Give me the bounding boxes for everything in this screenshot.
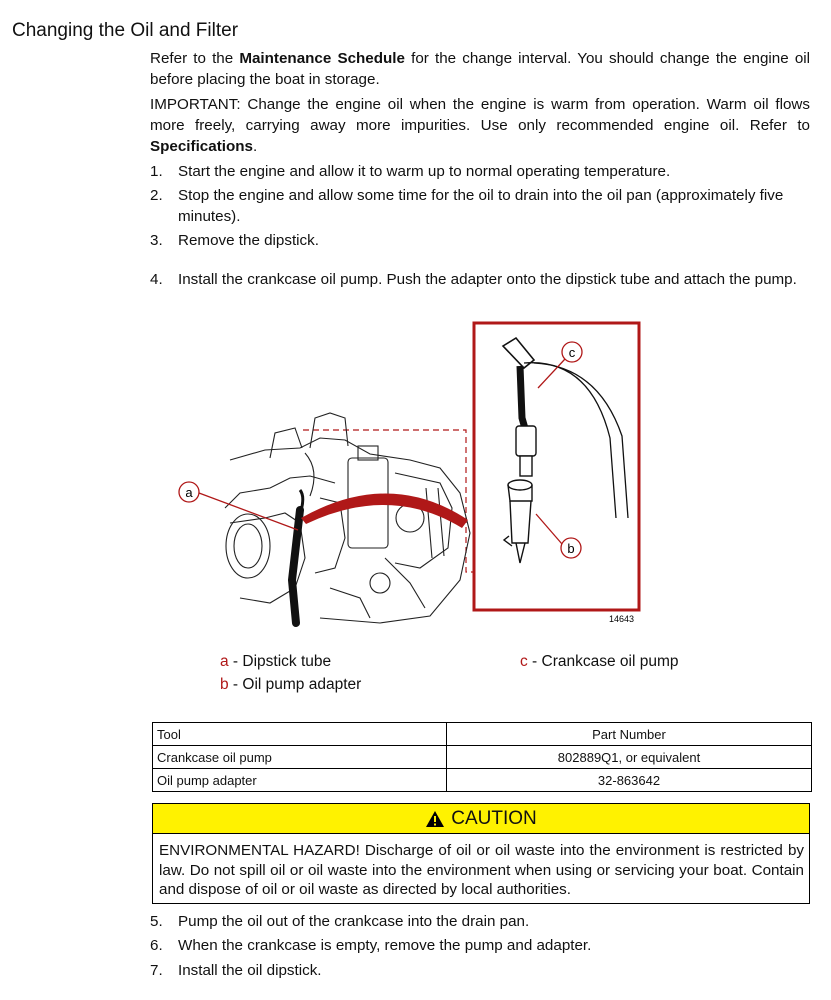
legend-item-b: b - Oil pump adapter bbox=[220, 676, 362, 693]
dipstick-tube bbox=[292, 510, 300, 623]
callout-a-label: a bbox=[185, 485, 193, 500]
caution-banner bbox=[153, 804, 809, 834]
table-cell: Oil pump adapter bbox=[153, 769, 447, 792]
callout-b-label: b bbox=[567, 541, 575, 556]
table-row bbox=[153, 746, 812, 769]
important-paragraph: IMPORTANT: Change the engine oil when the engine is warm from operation. Warm oil flows more freely, carrying away more impurities. Use only recommended engine oil. Refer to Specifications. bbox=[150, 96, 810, 155]
specifications-ref: Specifications bbox=[150, 138, 253, 155]
table-header: Part Number bbox=[447, 723, 812, 746]
caution-heading: CAUTION bbox=[451, 807, 537, 829]
caution-text: ENVIRONMENTAL HAZARD! Discharge of oil or oil waste into the environment is restricted by law. Do not spill oil or oil waste into the environment when using or servicing your boat. Contain and dispose of oil or oil waste as directed by local authorities. bbox=[159, 842, 804, 898]
engine-drawing bbox=[225, 413, 470, 623]
caution-box bbox=[152, 803, 810, 904]
legend-item-a: a - Dipstick tube bbox=[220, 653, 332, 670]
detail-arrow bbox=[301, 493, 468, 528]
table-header: Tool bbox=[153, 723, 447, 746]
table-cell: Crankcase oil pump bbox=[153, 746, 447, 769]
oil-pump-diagram bbox=[170, 318, 650, 630]
legend-item-c: c - Crankcase oil pump bbox=[520, 653, 679, 670]
tools-table bbox=[152, 722, 812, 792]
callout-c-label: c bbox=[568, 345, 576, 360]
table-header-row bbox=[153, 723, 812, 746]
maintenance-schedule-ref: Maintenance Schedule bbox=[239, 50, 405, 67]
page-title: Changing the Oil and Filter bbox=[12, 20, 239, 41]
table-row bbox=[153, 769, 812, 792]
intro-paragraph: Refer to the Maintenance Schedule for the change interval. You should change the engine oil before placing the boat in storage. bbox=[150, 50, 811, 88]
table-cell: 802889Q1, or equivalent bbox=[447, 746, 812, 769]
warning-icon bbox=[425, 810, 445, 828]
figure-number: 14643 bbox=[609, 614, 635, 624]
table-cell: 32-863642 bbox=[447, 769, 812, 792]
